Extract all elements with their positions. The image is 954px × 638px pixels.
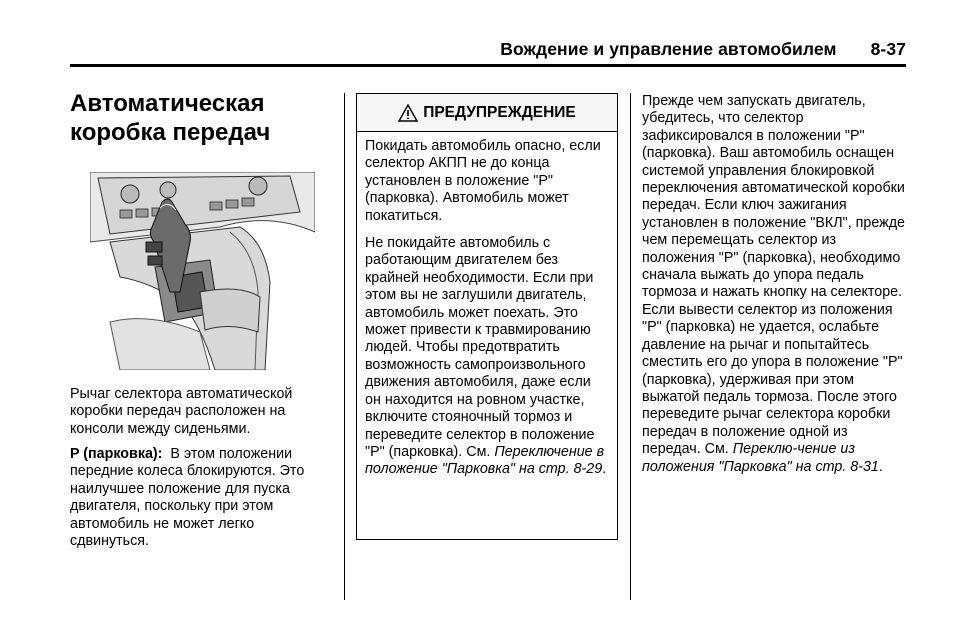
- right-column-text: Прежде чем запускать двигатель, убедитесь, что селектор зафиксировался в положении "P" (парковка). Ваш автомобиль оснащен системой управления блокировкой переключения автоматической коробки передач. Если ключ зажигания установлен в положение "ВКЛ", прежде чем перемещать селектор из положения "P" (парковка), необходимо сначала выжать до упора педаль тормоза и нажать кнопку на селекторе. Если вывести селектор из положения "P" (парковка) не удается, ослабьте давление на рычаг и попытайтесь сместить его до упора в положение "P" (парковка), удерживая при этом выжатой педаль тормоза. После этого переведите рычаг селектора коробки передач в положение одной из передач. См.: [642, 93, 905, 458]
- right-cross-reference: Переклю-чение из положения "Парковка" на стр. 8-31: [642, 441, 879, 475]
- page-title: Автоматическая коробка передач: [70, 90, 271, 146]
- gear-selector-illustration: [90, 172, 315, 370]
- park-paragraph: [70, 446, 328, 550]
- warning-paragraph-2-end: .: [602, 461, 607, 478]
- warning-box: [356, 93, 618, 540]
- header-rule: [70, 64, 906, 67]
- warning-paragraph-2: [365, 235, 609, 479]
- page-number: 8-37: [870, 38, 906, 59]
- warning-heading: ПРЕДУПРЕЖДЕНИЕ: [423, 103, 576, 121]
- warning-paragraph-2-text: Не покидайте автомобиль с работающим двигателем без крайней необходимости. Если при этом вы не заглушили двигатель, автомобиль может поехать. Это может привести к травмированию людей. Чтобы предотвратить возможность самопроизвольного движения автомобиля, даже если он находится на ровном участке, включите стояночный тормоз и переведите селектор в положение "P" (парковка). См.: [365, 235, 595, 460]
- warning-body: [357, 132, 617, 479]
- warning-header: [357, 94, 617, 132]
- column-divider-right: [630, 93, 631, 600]
- intro-paragraph: Рычаг селектора автоматической коробки передач расположен на консоли между сиденьями.: [70, 386, 293, 437]
- warning-cross-reference: Переключение в положение "Парковка" на стр. 8-29: [365, 443, 605, 478]
- warning-paragraph-1: Покидать автомобиль опасно, если селектор АКПП не до конца установлен в положение "P" (парковка). Автомобиль может покатиться.: [365, 138, 601, 224]
- park-label: P (парковка):: [70, 446, 163, 462]
- running-header: [70, 36, 906, 62]
- right-column-paragraph: [642, 93, 908, 476]
- right-column-end: .: [878, 458, 883, 475]
- warning-triangle-icon: [398, 104, 418, 122]
- section-title: Вождение и управление автомобилем: [500, 38, 837, 59]
- park-text: В этом положении передние колеса блокируются. Это наилучшее положение для пуска двигателя, поскольку при этом автомобиль не может легко сдвинуться.: [70, 446, 305, 550]
- column-divider-left: [344, 93, 345, 600]
